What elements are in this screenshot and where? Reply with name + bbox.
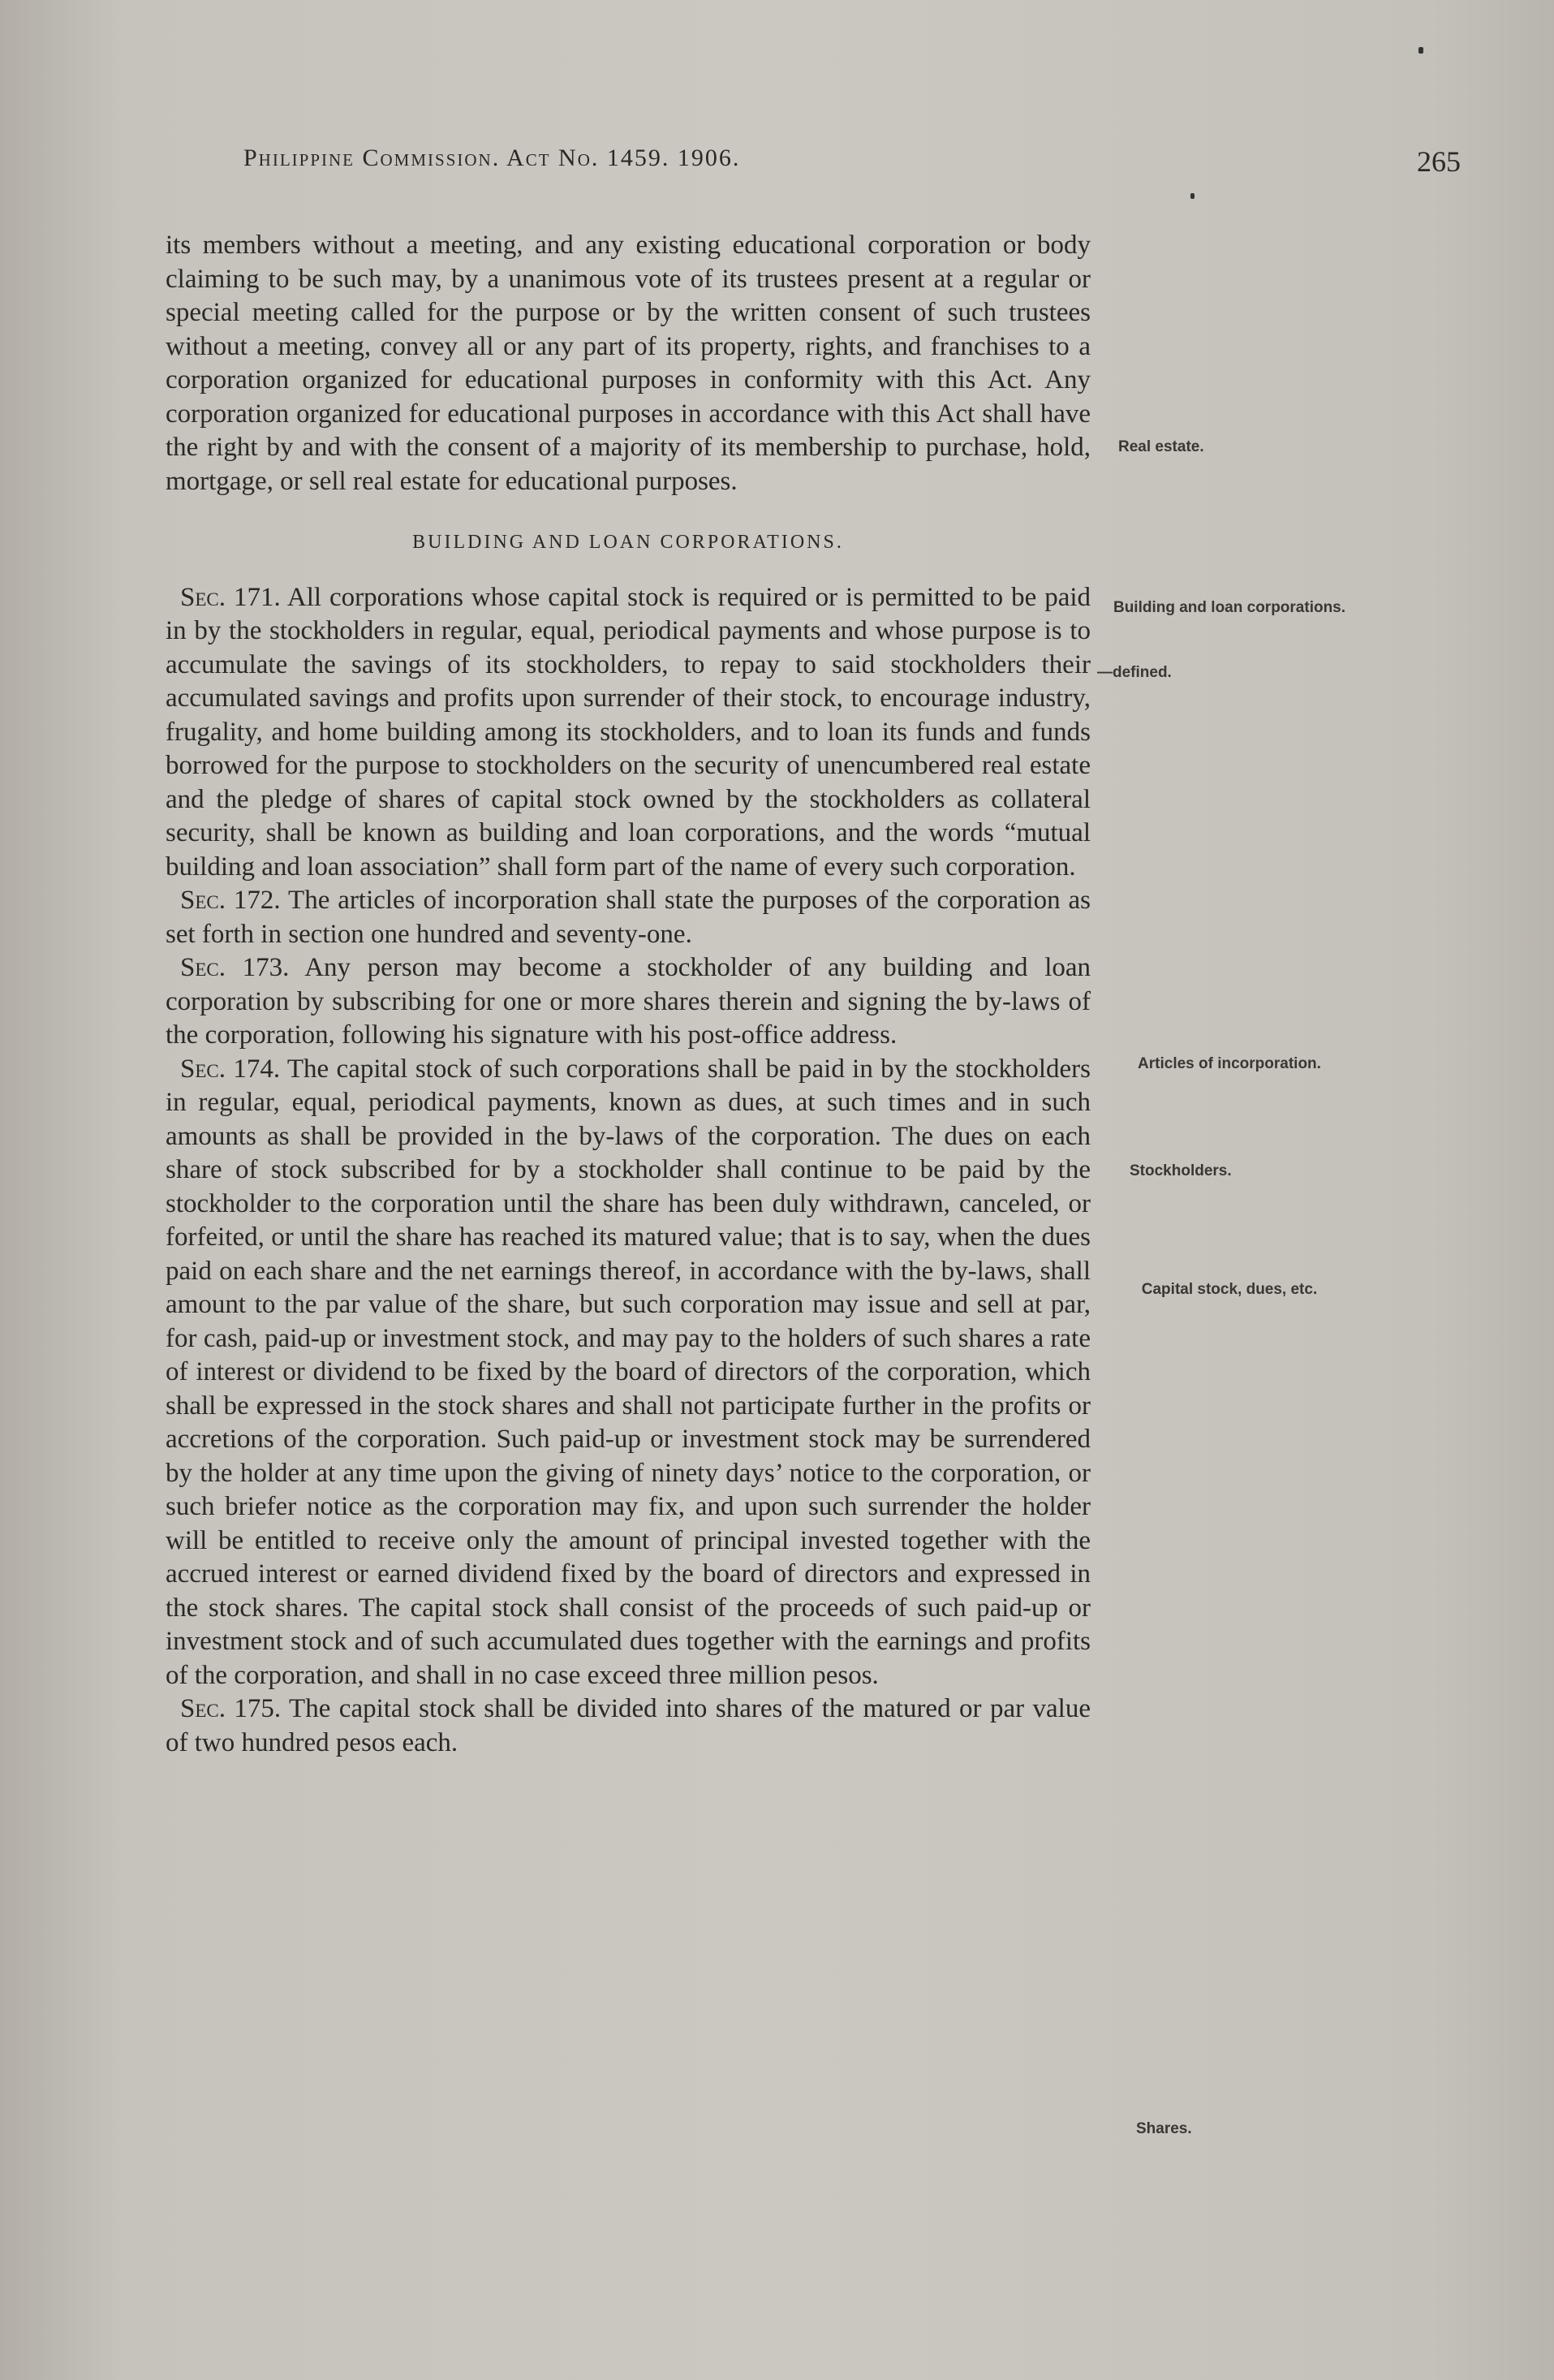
section-text: The articles of incorporation shall state the purposes of the corporation as set forth in section one hundred and seventy-one.: [166, 886, 1091, 949]
body-text: [166, 229, 1091, 1760]
section-text: The capital stock shall be divided into shares of the matured or par value of two hundred pesos each.: [166, 1694, 1091, 1757]
section-174: [166, 1053, 1091, 1693]
ink-speck: [1190, 193, 1195, 199]
section-label: Sec. 175.: [180, 1694, 282, 1723]
margin-note-real-estate: Real estate.: [1118, 438, 1204, 455]
section-text: All corporations whose capital stock is required or is permitted to be paid in by the stockholders in regular, equal, periodical payments and whose purpose is to accumulate the savings of its stockholders, to repay to said stockholders their accumulated savings and profits upon surrender of their stock, to encourage industry, frugality, and home building among its stockholders, and to loan its funds and funds borrowed for the purpose to stockholders on the security of unencumbered real estate and the pledge of shares of capital stock owned by the stockholders as collateral security, shall be known as building and loan corporations, and the words “mutual building and loan association” shall form part of the name of every such corporation.: [166, 582, 1091, 882]
running-head: [243, 144, 1461, 193]
margin-note-articles: Articles of incorporation.: [1138, 1055, 1321, 1072]
section-173: [166, 951, 1091, 1053]
margin-note-defined: —defined.: [1097, 664, 1172, 681]
running-title: Philippine Commission. Act No. 1459. 1906.: [243, 144, 741, 171]
section-text: The capital stock of such corporations shall be paid in by the stockholders in regular, equal, periodical payments, known as dues, at such times and in such amounts as shall be provided in the by-laws of the corporation. The dues on each share of stock subscribed for by a stockholder shall continue to be paid by the stockholder to the corporation until the share has been duly withdrawn, canceled, or forfeited, or until the share has reached its matured value; that is to say, when the dues paid on each share and the net earnings thereof, in accordance with the by-laws, shall amount to the par value of the share, but such corporation may issue and sell at par, for cash, paid-up or investment stock, and may pay to the holders of such shares a rate of interest or dividend to be fixed by the board of directors of the corporation, which shall be expressed in the stock shares and shall not participate further in the profits or accretions of the corporation. Such paid-up or investment stock may be surrendered by the holder at any time upon the giving of ninety days’ notice to the corporation, or such briefer notice as the corporation may fix, and upon such surrender the holder will be entitled to receive only the amount of principal invested together with the accrued interest or earned dividend fixed by the board of directors and expressed in the stock shares. The capital stock shall consist of the proceeds of such paid-up or investment stock and of such accumulated dues together with the earnings and profits of the corporation, and shall in no case exceed three million pesos.: [166, 1054, 1091, 1690]
section-heading: BUILDING AND LOAN CORPORATIONS.: [412, 532, 844, 553]
section-175: [166, 1692, 1091, 1760]
paragraph-continuation: its members without a meeting, and any existing educational corporation or body claiming to be such may, by a unanimous vote of its trustees present at a regular or special meeting called for the purpose or by the written consent of such trustees without a meeting, convey all or any part of its property, rights, and franchises to a corporation organized for educational purposes in conformity with this Act. Any corporation organized for educational purposes in accordance with this Act shall have the right by and with the consent of a majority of its membership to purchase, hold, mortgage, or sell real estate for educational purposes.: [166, 231, 1091, 496]
ink-speck: [1418, 47, 1423, 54]
page-number: 265: [1417, 145, 1461, 178]
section-label: Sec. 172.: [180, 886, 281, 915]
margin-note-shares: Shares.: [1136, 2120, 1192, 2137]
section-label: Sec. 173.: [180, 953, 290, 982]
section-label: Sec. 171.: [180, 582, 281, 612]
section-171: [166, 581, 1091, 885]
margin-note-capital-stock: Capital stock, dues, etc.: [1141, 1281, 1318, 1298]
section-text: Any person may become a stockholder of any building and loan corporation by subscribing for one or more shares therein and signing the by-laws of the corporation, following his signature with his post-office address.: [166, 953, 1091, 1050]
margin-note-stockholders: Stockholders.: [1130, 1162, 1232, 1179]
section-label: Sec. 174.: [180, 1054, 281, 1084]
section-172: [166, 884, 1091, 951]
margin-note-building-loan: Building and loan corporations.: [1113, 599, 1346, 616]
